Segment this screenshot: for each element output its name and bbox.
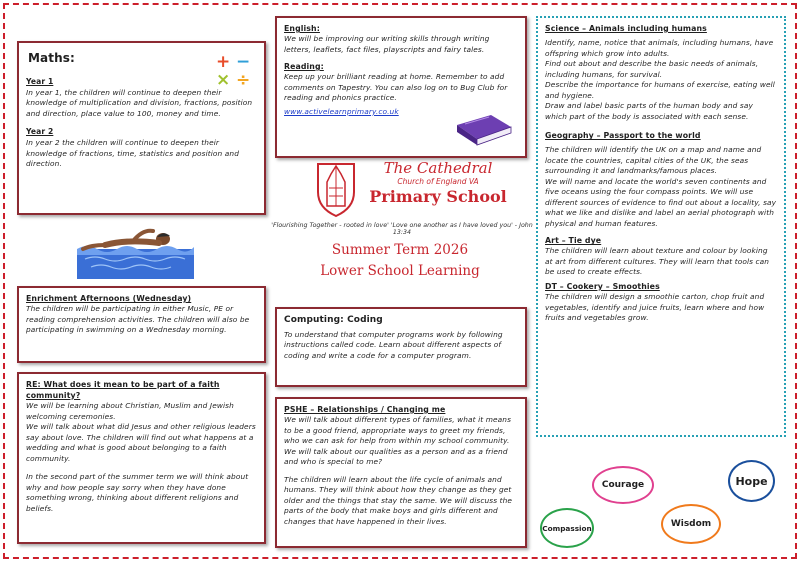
re-text-2: We will talk about what did Jesus and other religious leaders say about love. The children will find out what happens at a wedding and what is good about belonging to a faith community. (26, 422, 256, 463)
english-panel (275, 16, 527, 158)
swimmer-icon (77, 225, 194, 279)
section-name: Lower School Learning (320, 263, 480, 279)
pshe-panel (275, 397, 527, 548)
re-text-1: We will be learning about Christian, Muslim and Jewish welcoming ceremonies. (26, 401, 234, 421)
multiply-icon: × (216, 70, 231, 90)
computing-panel (275, 307, 527, 387)
value-courage: Courage (592, 466, 654, 504)
reading-text: Keep up your brilliant reading at home. Remember to add comments on Tapestry. You can also log on to Bug Club for reading and phonics practice. (284, 72, 508, 103)
book-icon (451, 111, 515, 149)
computing-heading: Computing: Coding (284, 315, 383, 325)
re-panel (17, 372, 266, 544)
school-name-line1: The Cathedral (383, 159, 493, 177)
dt-text: The children will design a smoothie carton, chop fruit and vegetables, identify and juice fruits, learn where and how fruits and vegetables grow. (545, 292, 765, 323)
re-text-3: In the second part of the summer term we will think about why and how people say sorry when they have done something wrong, thinking about different religions and beliefs. (26, 472, 249, 513)
school-motto: 'Flourishing Together - rooted in love' 'Love one another as I have loved you' - John 13:34 (271, 222, 533, 236)
geography-heading: Geography – Passport to the world (545, 131, 701, 141)
plus-icon: + (216, 52, 231, 72)
maths-panel (17, 41, 266, 215)
cathedral-crest-icon (315, 160, 357, 218)
science-geography-panel (536, 16, 786, 437)
enrichment-text: The children will be participating in either Music, PE or reading comprehension activities. The children will also be participating in swimming on a Wednesday morning. (26, 304, 250, 335)
value-compassion: Compassion (540, 508, 594, 548)
science-heading: Science – Animals including humans (545, 24, 707, 33)
school-name-line2: Church of England VA (397, 177, 479, 186)
term-title (300, 240, 500, 282)
enrichment-heading: Enrichment Afternoons (Wednesday) (26, 294, 192, 303)
year2-heading: Year 2 (26, 127, 54, 137)
reading-heading: Reading: (284, 62, 324, 72)
term-name: Summer Term 2026 (331, 242, 469, 258)
year1-heading: Year 1 (26, 77, 54, 87)
minus-icon: − (236, 52, 251, 72)
value-hope: Hope (728, 460, 775, 502)
computing-text: To understand that computer programs work by following instructions called code. Learn about different aspects of coding and write a code for a computer program. (284, 329, 503, 360)
art-text: The children will learn about texture and colour by looking at art from different cultures. They will learn that tools can be used to create effects. (545, 246, 770, 277)
year2-text: In year 2 the children will continue to deepen their knowledge of fractions, time, statistics and position and direction. (26, 138, 239, 169)
geography-text-2: We will name and locate the world's seven continents and five oceans using the four compass points. We will use different sources of evidence to find out about a locality, say what we like and dislike and label an aerial photograph with physical and human features. (545, 176, 777, 228)
art-heading: Art – Tie dye (545, 236, 602, 246)
divide-icon: ÷ (236, 70, 251, 90)
year1-text: In year 1, the children will continue to deepen their knowledge of multiplication and division, fractions, position and direction, place value to 100, money and time. (26, 87, 253, 118)
value-wisdom: Wisdom (661, 504, 721, 544)
enrichment-panel (17, 286, 266, 363)
activelearn-link[interactable]: www.activelearnprimary.co.uk (284, 106, 399, 116)
maths-operators-icon (214, 54, 252, 90)
maths-title: Maths: (28, 51, 75, 65)
pshe-text-2: The children will learn about the life cycle of animals and humans. They will think about how they change as they get older and the things that stay the same. We will discuss the parts of the body that make boys and girls different and changes that have happened in their lives. (284, 474, 513, 526)
pshe-text-1: We will talk about different types of families, what it means to be a good friend, appropriate ways to greet my friends, who we can ask for help from within my school community. We will talk about our qualities as a person and as a friend and who is special to me? (284, 415, 512, 467)
dt-heading: DT – Cookery – Smoothies (545, 281, 660, 291)
science-text-2: Find out about and describe the basic needs of animals, including humans, for survival. (545, 59, 759, 79)
re-heading: RE: What does it mean to be part of a faith community? (26, 380, 220, 401)
school-logo (315, 160, 515, 220)
science-text-4: Draw and label basic parts of the human body and say which part of the body is associated with each sense. (545, 101, 753, 121)
science-text-1: Identify, name, notice that animals, including humans, have offspring which grow into adults. (545, 38, 774, 58)
geography-text-1: The children will identify the UK on a map and name and locate the countries, capital cities of the UK, the seas surrounding it and landmarks/famous places. (545, 145, 762, 176)
english-text: We will be improving our writing skills through writing letters, leaflets, fact files, playscripts and fairy tales. (284, 34, 490, 54)
school-name-line3: Primary School (369, 187, 507, 206)
english-heading: English: (284, 24, 320, 33)
science-text-3: Describe the importance for humans of exercise, eating well and hygiene. (545, 80, 775, 100)
pshe-heading: PSHE – Relationships / Changing me (284, 405, 446, 414)
